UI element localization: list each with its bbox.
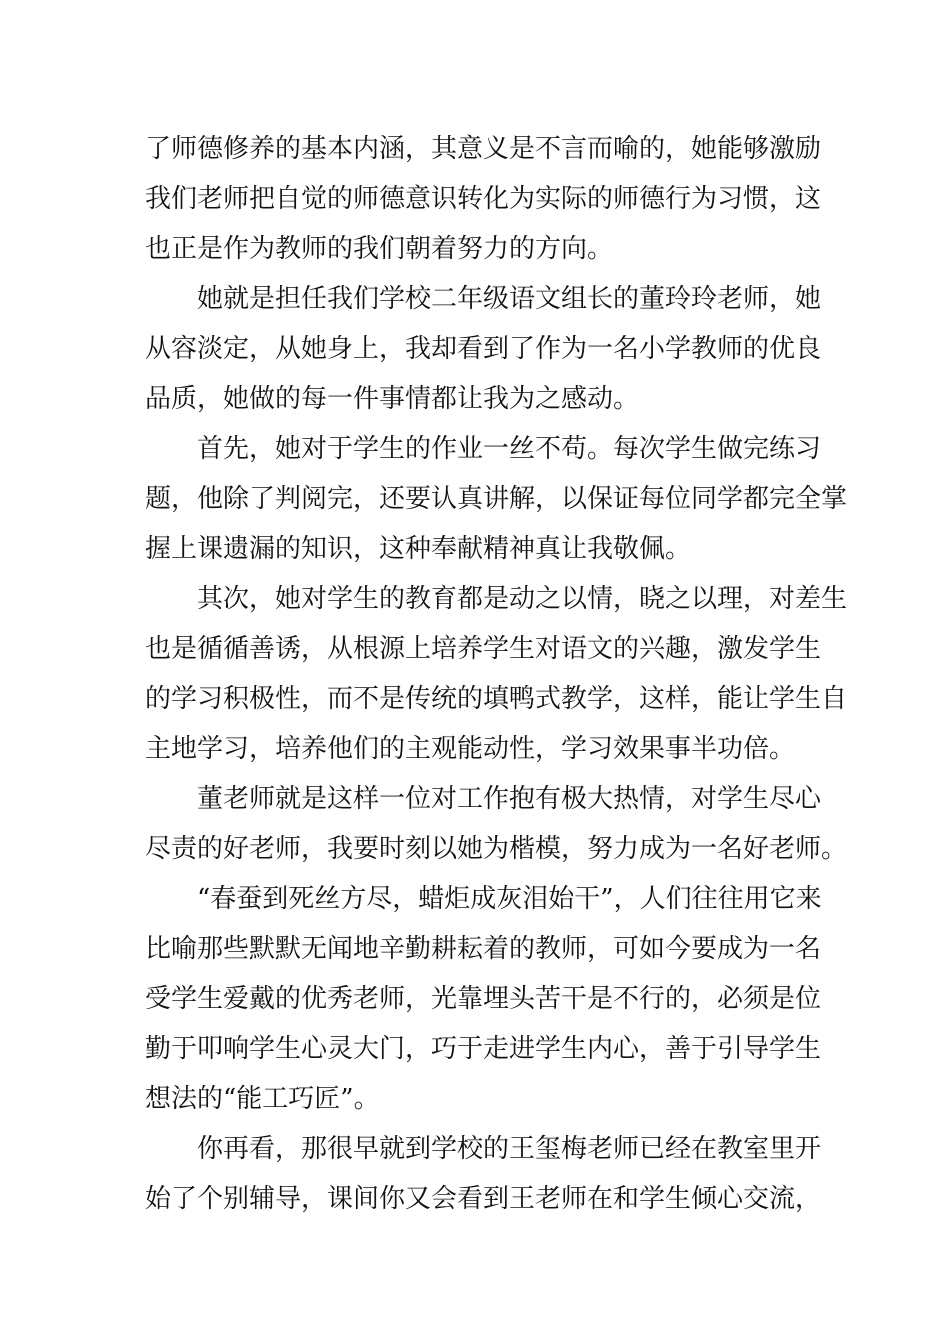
text-line: 从容淡定，从她身上，我却看到了作为一名小学教师的优良	[145, 334, 822, 364]
paragraph-first-line: “春蚕到死丝方尽，蜡炬成灰泪始干”，人们往往用它来	[197, 884, 822, 914]
body-text	[145, 124, 848, 1224]
text-line: 比喻那些默默无闻地辛勤耕耘着的教师，可如今要成为一名	[145, 934, 822, 964]
text-line: 握上课遗漏的知识，这种奉献精神真让我敬佩。	[145, 534, 692, 564]
text-line: 我们老师把自觉的师德意识转化为实际的师德行为习惯，这	[145, 184, 822, 214]
paragraph-first-line: 首先，她对于学生的作业一丝不苟。每次学生做完练习	[197, 434, 822, 464]
text-line: 了师德修养的基本内涵，其意义是不言而喻的，她能够激励	[145, 134, 822, 164]
text-line: 主地学习，培养他们的主观能动性，学习效果事半功倍。	[145, 734, 796, 764]
paragraph-first-line: 其次，她对学生的教育都是动之以情，晓之以理，对差生	[197, 584, 848, 614]
text-line: 想法的“能工巧匠”。	[145, 1084, 380, 1114]
text-line: 的学习积极性，而不是传统的填鸭式教学，这样，能让学生自	[145, 684, 848, 714]
text-line: 受学生爱戴的优秀老师，光靠埋头苦干是不行的，必须是位	[145, 984, 822, 1014]
text-line: 题，他除了判阅完，还要认真讲解，以保证每位同学都完全掌	[145, 484, 848, 514]
text-line: 勤于叩响学生心灵大门，巧于走进学生内心，善于引导学生	[145, 1034, 822, 1064]
paragraph-first-line: 董老师就是这样一位对工作抱有极大热情，对学生尽心	[197, 784, 822, 814]
text-line: 也是循循善诱，从根源上培养学生对语文的兴趣，激发学生	[145, 634, 822, 664]
text-line: 品质，她做的每一件事情都让我为之感动。	[145, 384, 640, 414]
text-line: 也正是作为教师的我们朝着努力的方向。	[145, 234, 614, 264]
text-line: 始了个别辅导，课间你又会看到王老师在和学生倾心交流，	[145, 1184, 822, 1214]
paragraph-first-line: 你再看，那很早就到学校的王玺梅老师已经在教室里开	[197, 1134, 822, 1164]
paragraph-first-line: 她就是担任我们学校二年级语文组长的董玲玲老师，她	[197, 284, 822, 314]
text-line: 尽责的好老师，我要时刻以她为楷模，努力成为一名好老师。	[145, 834, 848, 864]
